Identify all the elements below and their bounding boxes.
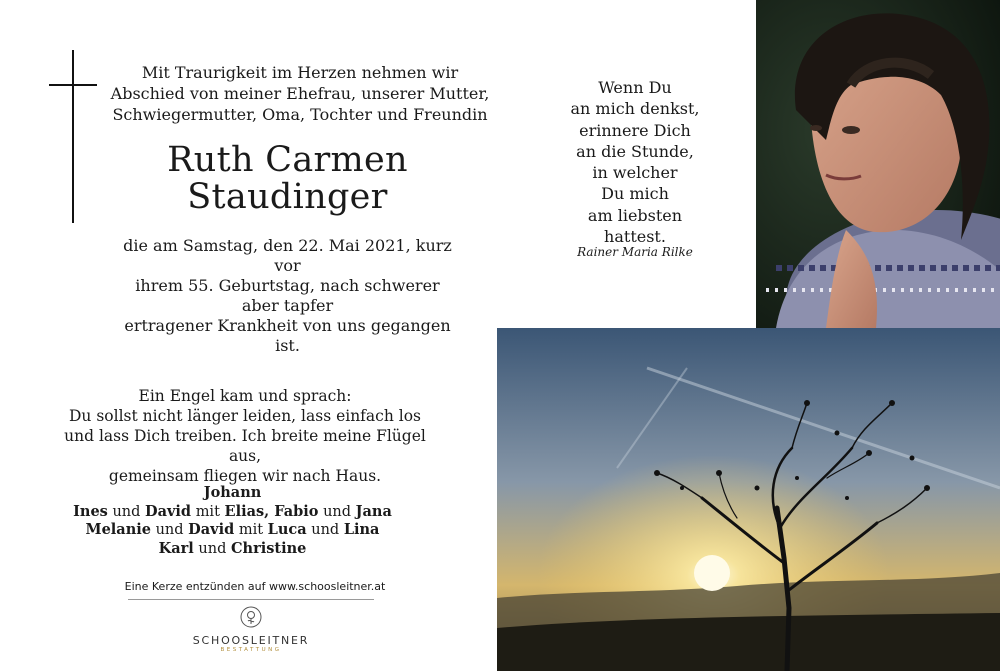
logo-subtitle: BESTATTUNG [220, 647, 282, 653]
angel-verse: Ein Engel kam und sprach: Du sollst nicht länger leiden, lass einfach los und lass Dich treiben. Ich breite meine Flügel aus, gemeinsam fliegen wir nach Haus. [64, 387, 426, 485]
cross-icon-horizontal [49, 84, 97, 86]
sunset-tree-photo [497, 328, 1000, 671]
rilke-poem: Wenn Du an mich denkst, erinnere Dich an die Stunde, in welcher Du mich am liebsten hattest. [570, 78, 700, 247]
portrait-photo [756, 0, 1000, 328]
family-line: Melanie und David mit Luca und Lina [85, 521, 380, 538]
divider [128, 599, 374, 600]
cross-icon-vertical [72, 50, 74, 223]
family-list [45, 484, 420, 558]
family-line: Karl und Christine [158, 539, 307, 557]
poem-author: Rainer Maria Rilke [577, 245, 693, 259]
intro-text: Mit Traurigkeit im Herzen nehmen wir Abschied von meiner Ehefrau, unserer Mutter, Schwiegermutter, Oma, Tochter und Freundin [110, 63, 490, 124]
rose-icon [240, 606, 262, 628]
logo-name: SCHOOSLEITNER [192, 634, 310, 647]
family-line: Johann [203, 484, 262, 501]
deceased-name: Ruth Carmen Staudinger [167, 140, 408, 217]
candle-link[interactable]: Eine Kerze entzünden auf www.schoosleitner.at [124, 580, 386, 593]
family-line: Ines und David mit Elias, Fabio und Jana [73, 502, 392, 520]
death-notice: die am Samstag, den 22. Mai 2021, kurz vor ihrem 55. Geburtstag, nach schwerer aber tapfer ertragener Krankheit von uns gegangen ist. [123, 236, 452, 355]
funeral-home-logo [188, 606, 314, 653]
